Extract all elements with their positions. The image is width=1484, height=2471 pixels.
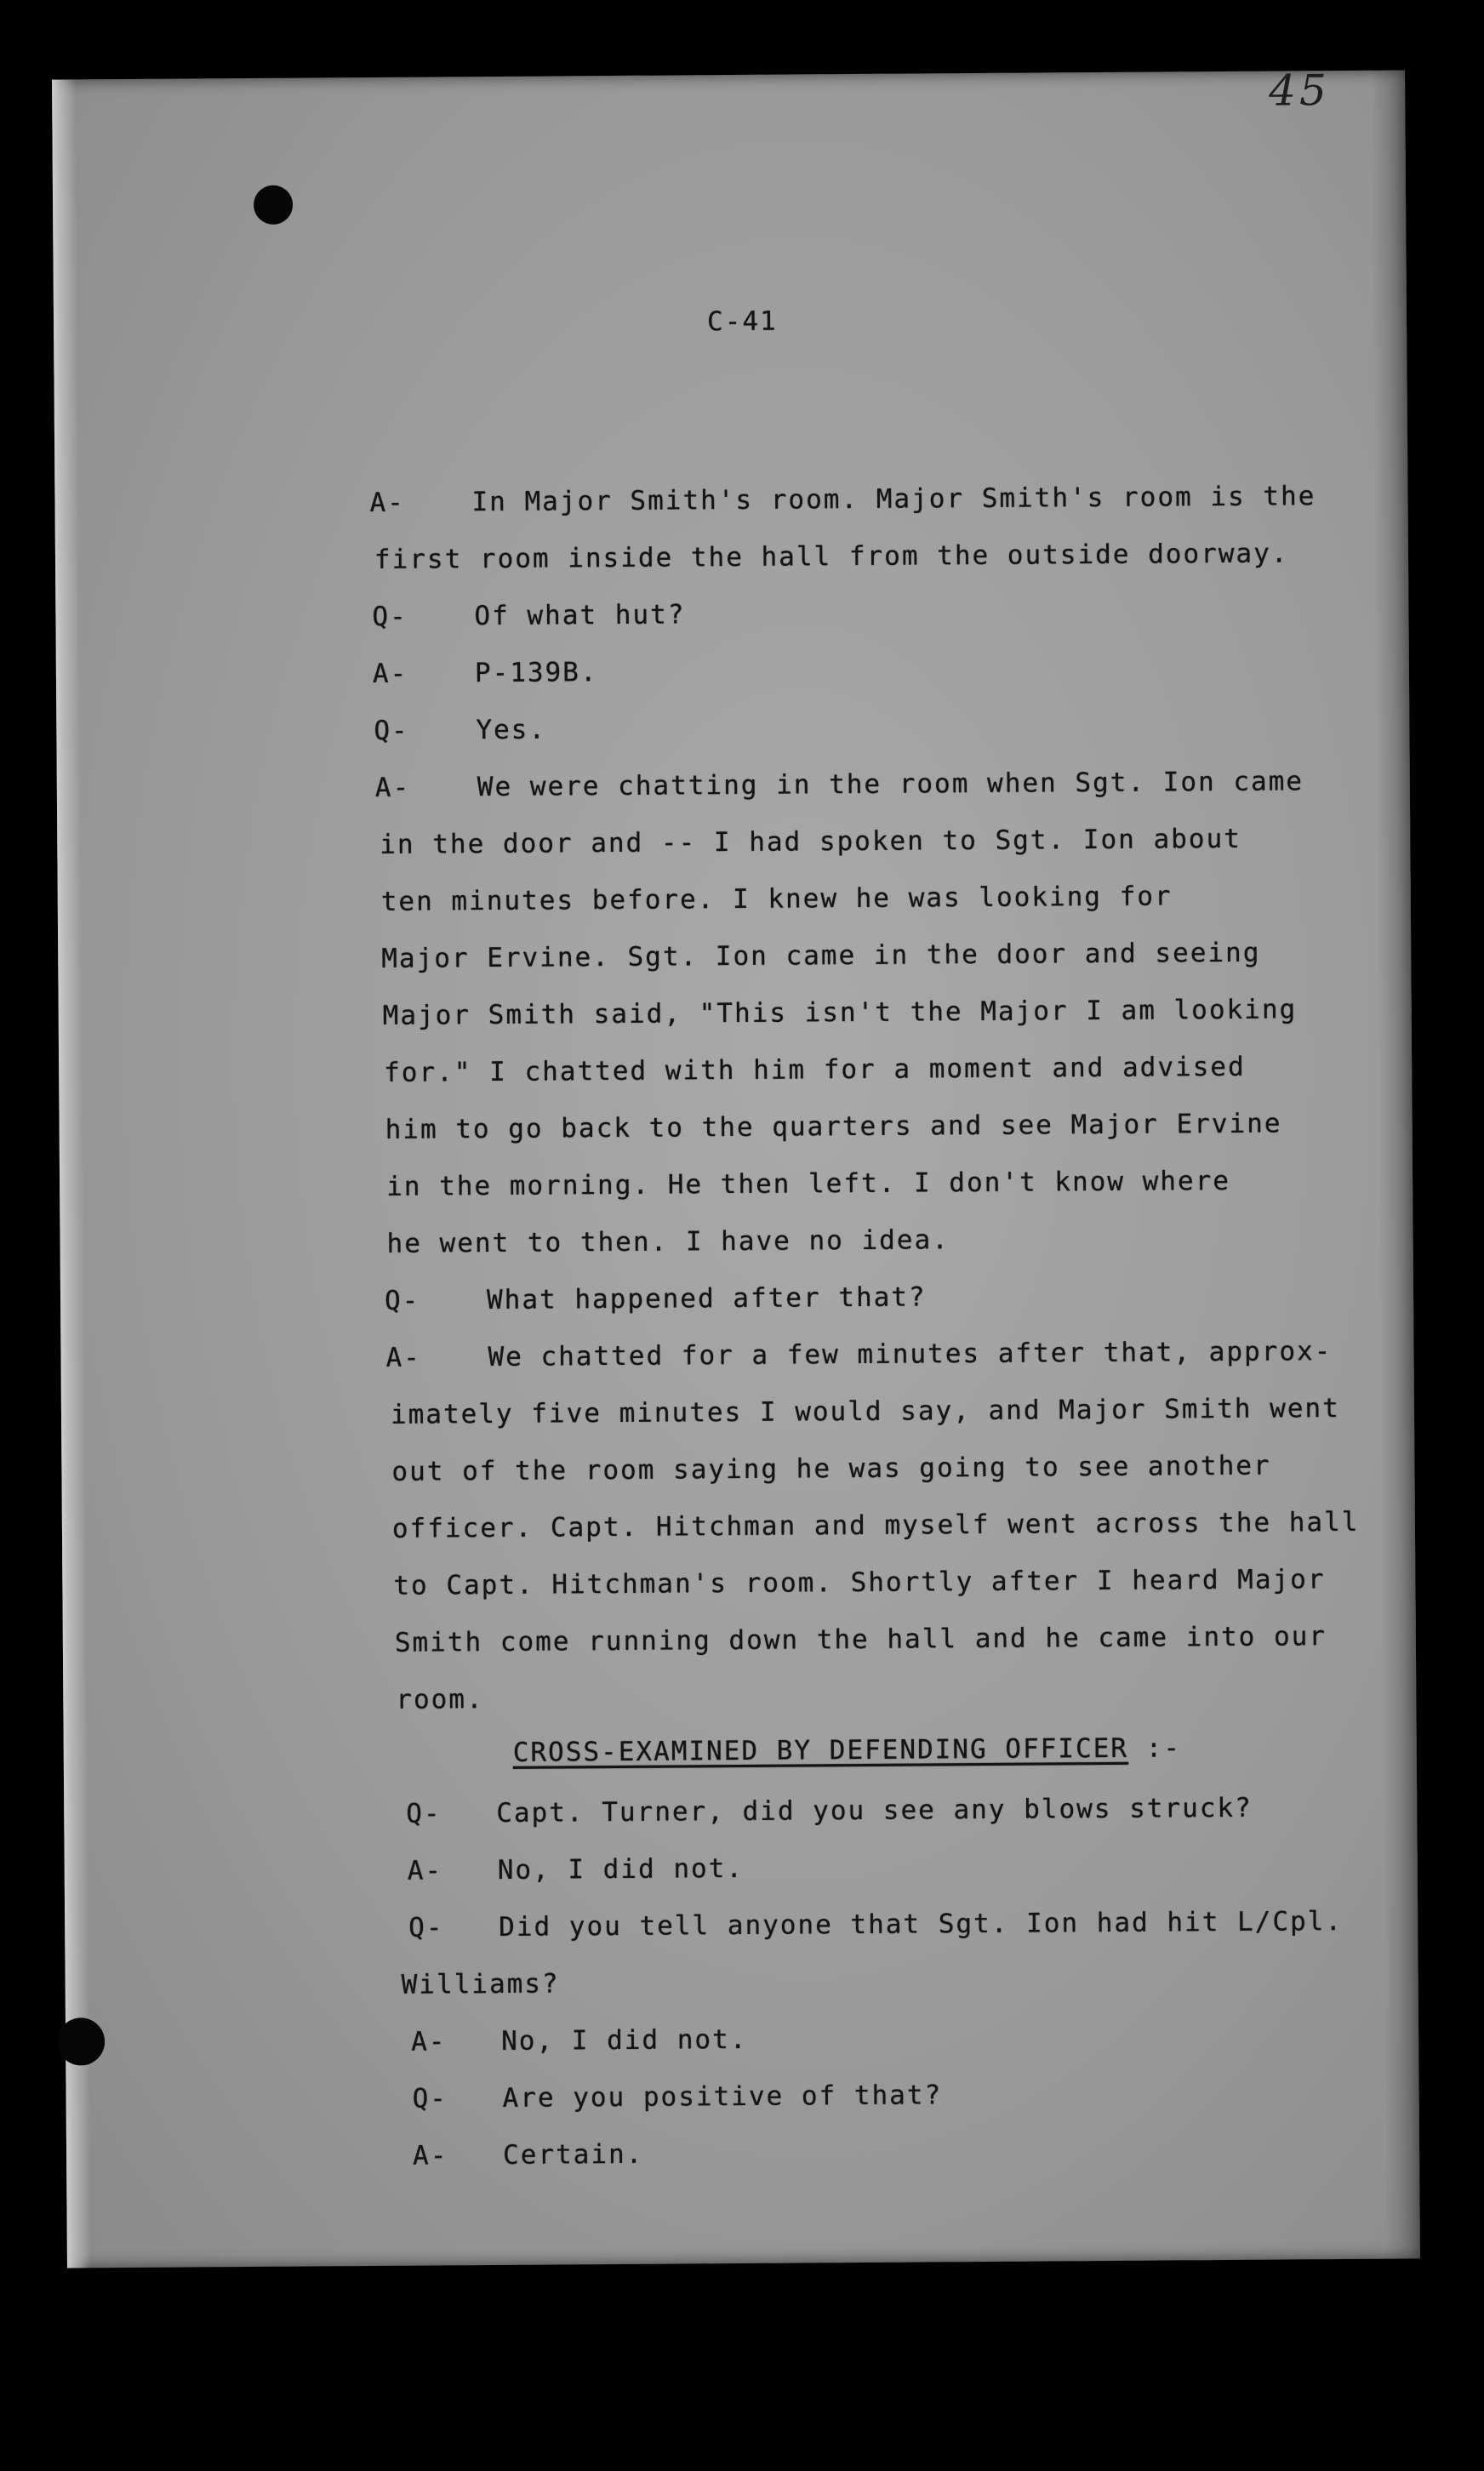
testimony-continuation-line: Smith come running down the hall and he came into our <box>394 1621 1327 1658</box>
testimony-continuation-line: imately five minutes I would say, and Major Smith went <box>390 1393 1340 1430</box>
speaker-marker: Q- <box>372 601 408 632</box>
testimony-line: Capt. Turner, did you see any blows struck? <box>496 1792 1253 1829</box>
testimony-continuation-line: in the morning. He then left. I don't know where <box>386 1165 1231 1202</box>
handwritten-page-mark: 45 <box>1268 66 1330 116</box>
speaker-marker: Q- <box>384 1285 420 1316</box>
testimony-line: Certain. <box>502 2138 644 2171</box>
speaker-marker: A- <box>369 487 405 518</box>
speaker-marker: A- <box>411 2026 447 2057</box>
speaker-marker: A- <box>372 658 408 689</box>
testimony-continuation-line: room. <box>396 1684 484 1715</box>
testimony-continuation-line: first room inside the hall from the outside doorway. <box>374 538 1289 575</box>
testimony-line: P-139B. <box>474 657 598 689</box>
testimony-continuation-line: officer. Capt. Hitchman and myself went across the hall <box>391 1506 1360 1544</box>
testimony-line: What happened after that? <box>486 1281 927 1316</box>
testimony-line: We were chatting in the room when Sgt. Ion came <box>477 766 1304 803</box>
testimony-continuation-line: in the door and -- I had spoken to Sgt. Ion about <box>380 823 1241 860</box>
testimony-continuation-line: ten minutes before. I knew he was looking for <box>380 881 1173 917</box>
speaker-marker: A- <box>385 1342 421 1373</box>
page-number: C-41 <box>706 305 778 338</box>
speaker-marker: Q- <box>406 1798 442 1829</box>
speaker-marker: A- <box>374 772 411 803</box>
testimony-line: No, I did not. <box>497 1852 745 1886</box>
testimony-line: Did you tell anyone that Sgt. Ion had hit L/Cpl. <box>499 1906 1344 1943</box>
testimony-line: Are you positive of that? <box>502 2080 943 2114</box>
speaker-marker: Q- <box>374 715 409 746</box>
cross-examination-heading-suffix: :- <box>1127 1732 1182 1764</box>
testimony-line: In Major Smith's room. Major Smith's room is the <box>471 481 1316 518</box>
speaker-marker: Q- <box>408 1912 444 1943</box>
cross-examination-heading-text: CROSS-EXAMINED BY DEFENDING OFFICER <box>512 1732 1129 1768</box>
typed-page <box>52 66 1420 2268</box>
testimony-continuation-line: Major Ervine. Sgt. Ion came in the door and seeing <box>381 937 1261 974</box>
cross-examination-heading <box>513 1732 1181 1767</box>
testimony-line: Of what hut? <box>474 599 686 632</box>
punch-hole-bottom <box>57 2017 105 2065</box>
testimony-continuation-line: him to go back to the quarters and see Major Ervine <box>385 1108 1282 1145</box>
testimony-continuation-line: for." I chatted with him for a moment and advised <box>384 1051 1246 1088</box>
testimony-continuation-line: to Capt. Hitchman's room. Shortly after I heard Major <box>393 1564 1326 1601</box>
testimony-continuation-line: out of the room saying he was going to see another <box>391 1450 1271 1487</box>
testimony-continuation-line: Major Smith said, "This isn't the Major I am looking <box>382 994 1298 1031</box>
speaker-marker: Q- <box>412 2083 448 2114</box>
testimony-line: Yes. <box>476 714 547 746</box>
speaker-marker: A- <box>407 1855 443 1886</box>
punch-hole-top <box>254 185 293 225</box>
testimony-line: No, I did not. <box>501 2023 748 2057</box>
testimony-continuation-line: he went to then. I have no idea. <box>386 1224 950 1259</box>
testimony-line: We chatted for a few minutes after that, approx- <box>488 1336 1333 1373</box>
speaker-marker: A- <box>412 2140 448 2171</box>
testimony-continuation-line: Williams? <box>401 1968 560 2000</box>
